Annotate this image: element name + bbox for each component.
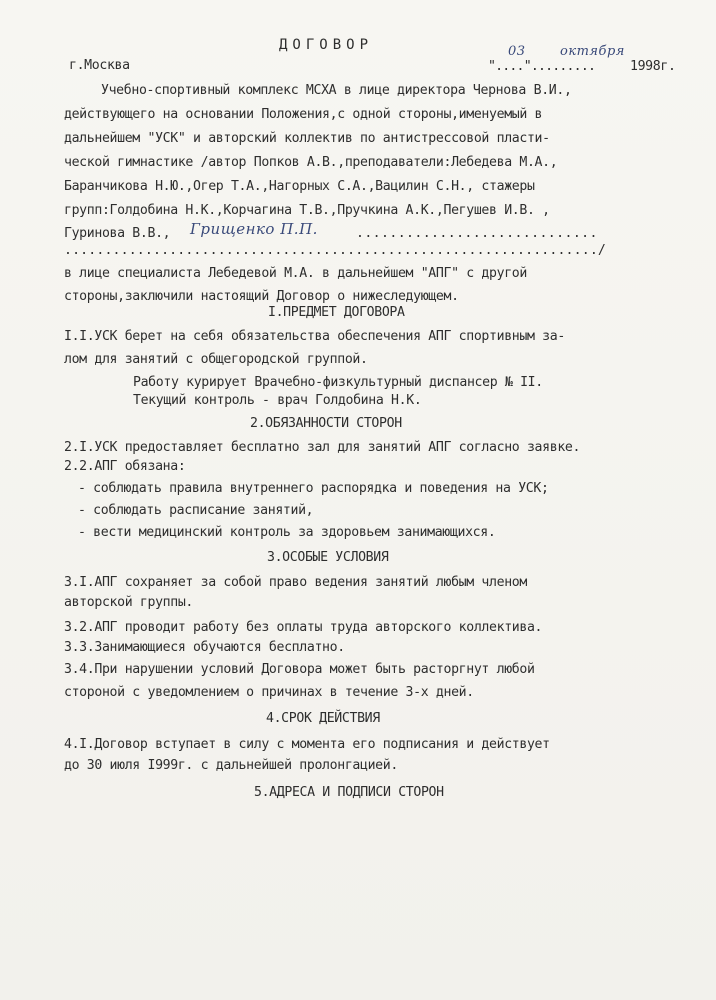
preamble-line: действующего на основании Положения,с одной стороны,именуемый в xyxy=(64,107,543,122)
bullet-item: - вести медицинский контроль за здоровьем занимающихся. xyxy=(78,525,496,540)
dotted-blank: ................................................................../ xyxy=(64,243,606,258)
handwritten-name: Грищенко П.П. xyxy=(190,220,318,238)
bullet-item: - соблюдать правила внутреннего распорядка и поведения на УСК; xyxy=(78,481,549,496)
date-year: 1998г. xyxy=(630,59,676,74)
date-month-handwritten: октября xyxy=(560,44,625,59)
clause-line: стороной с уведомлением о причинах в течение 3-х дней. xyxy=(64,685,474,700)
bullet-item: - соблюдать расписание занятий, xyxy=(78,503,314,518)
section-heading: 3.ОСОБЫЕ УСЛОВИЯ xyxy=(267,550,389,565)
dotted-blank: ............................. xyxy=(356,226,598,241)
clause-line: 3.2.АПГ проводит работу без оплаты труда авторского коллектива. xyxy=(64,620,543,635)
clause-line: Работу курирует Врачебно-физкультурный диспансер № II. xyxy=(133,375,543,390)
preamble-line: Баранчикова Н.Ю.,Огер Т.А.,Нагорных С.А.,Вацилин С.Н., стажеры xyxy=(64,179,535,194)
clause-line: 2.I.УСК предоставляет бесплатно зал для занятий АПГ согласно заявке. xyxy=(64,440,581,455)
clause-line: I.I.УСК берет на себя обязательства обеспечения АПГ спортивным за- xyxy=(64,329,565,344)
clause-line: 2.2.АПГ обязана: xyxy=(64,459,186,474)
preamble-line: Гуринова В.В., xyxy=(64,226,171,241)
clause-line: 3.I.АПГ сохраняет за собой право ведения занятий любым членом xyxy=(64,575,527,590)
section-heading: 4.СРОК ДЕЙСТВИЯ xyxy=(266,711,380,726)
preamble-line: стороны,заключили настоящий Договор о нижеследующем. xyxy=(64,289,459,304)
clause-line: 3.4.При нарушении условий Договора может быть расторгнут любой xyxy=(64,662,535,677)
preamble-line: Учебно-спортивный комплекс МСХА в лице директора Чернова В.И., xyxy=(101,83,572,98)
preamble-line: дальнейшем "УСК" и авторский коллектив по антистрессовой пласти- xyxy=(64,131,550,146)
city: г.Москва xyxy=(69,58,130,73)
clause-line: до 30 июля I999г. с дальнейшей пролонгацией. xyxy=(64,758,398,773)
preamble-line: в лице специалиста Лебедевой М.А. в дальнейшем "АПГ" с другой xyxy=(64,266,527,281)
section-heading: I.ПРЕДМЕТ ДОГОВОРА xyxy=(268,305,405,320)
clause-line: 4.I.Договор вступает в силу с момента его подписания и действует xyxy=(64,737,550,752)
clause-line: авторской группы. xyxy=(64,595,194,610)
clause-line: 3.3.Занимающиеся обучаются бесплатно. xyxy=(64,640,345,655)
preamble-line: групп:Голдобина Н.К.,Корчагина Т.В.,Пручкина А.К.,Пегушев И.В. , xyxy=(64,203,550,218)
date-blank: "...."......... xyxy=(488,59,596,74)
clause-line: лом для занятий с общегородской группой. xyxy=(64,352,368,367)
clause-line: Текущий контроль - врач Голдобина Н.К. xyxy=(133,393,422,408)
section-heading: 2.ОБЯЗАННОСТИ СТОРОН xyxy=(250,416,402,431)
preamble-line: ческой гимнастике /автор Попков А.В.,преподаватели:Лебедева М.А., xyxy=(64,155,558,170)
section-heading: 5.АДРЕСА И ПОДПИСИ СТОРОН xyxy=(254,785,444,800)
date-day-handwritten: 03 xyxy=(508,44,526,59)
document-title: ДОГОВОР xyxy=(279,37,374,53)
